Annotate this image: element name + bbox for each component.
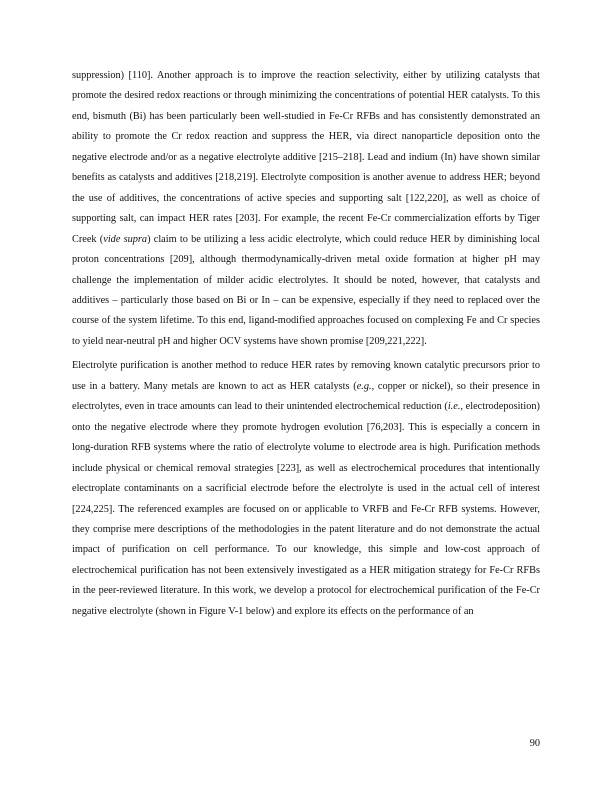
paragraph-her-mitigation [72,66,540,352]
italic-run: i.e. [447,401,461,413]
text-run: , electrodeposition) onto the negative electrode where they promote hydrogen evolution [76,203]. This is especially a concern in long-duration RFB systems where the ratio of electrolyte volume to electrode area is high. Purification methods include physical or chemical removal strategies [223], as well as electrochemical procedures that intentionally electroplate contaminants on a sacrificial electrode before the electrolyte is used in the actual cell of interest [224,225]. The referenced examples are focused on or applicable to VRFB and Fe-Cr RFB systems. However, they comprise mere descriptions of the methodologies in the patent literature and do not demonstrate the actual impact of purification on cell performance. To our knowledge, this simple and low-cost approach of electrochemical purification has not been extensively investigated as a HER mitigation strategy for Fe-Cr RFBs in the peer-reviewed literature. In this work, we develop a protocol for electrochemical purification of the Fe-Cr negative electrolyte (shown in Figure V-1 below) and explore its effects on the performance of an [72,401,540,617]
text-run: ) claim to be utilizing a less acidic electrolyte, which could reduce HER by diminishing local proton concentrations [209], although thermodynamically-driven metal oxide formation at higher pH may challenge the implementation of milder acidic electrolytes. It should be noted, however, that catalysts and additives – particularly those based on Bi or In – can be expensive, especially if they need to replaced over the course of the system lifetime. To this end, ligand-modified approaches focused on complexing Fe and Cr species to yield near-neutral pH and higher OCV systems have shown promise [209,221,222]. [72,233,541,347]
text-run: suppression) [110]. Another approach is to improve the reaction selectivity, either by utilizing catalysts that promote the desired redox reactions or through minimizing the concentrations of potential HER catalysts. To this end, bismuth (Bi) has been particularly been well-studied in Fe-Cr RFBs and has consistently demonstrated an ability to promote the Cr redox reaction and suppress the HER, via direct nanoparticle deposition onto the negative electrode and/or as a negative electrolyte additive [215–218]. Lead and indium (In) have shown similar benefits as catalysts and additives [218,219]. Electrolyte composition is another avenue to address HER; beyond the use of additives, the concentrations of active species and supporting salt [122,220], as well as choice of supporting salt, can impact HER rates [203]. For example, the recent Fe-Cr commercialization efforts by Tiger Creek ( [72,70,540,245]
body-text [72,66,540,622]
italic-run: e.g. [356,380,372,392]
page-number: 90 [529,738,540,749]
text-run: , copper or nickel), so their presence in electrolytes, even in trace amounts can lead to their unintended electrochemical reduction ( [72,380,540,413]
paragraph-electrolyte-purification [72,356,540,622]
text-run: Electrolyte purification is another method to reduce HER rates by removing known catalytic precursors prior to use in a battery. Many metals are known to act as HER catalysts ( [72,360,540,392]
italic-run: vide supra [103,233,148,245]
